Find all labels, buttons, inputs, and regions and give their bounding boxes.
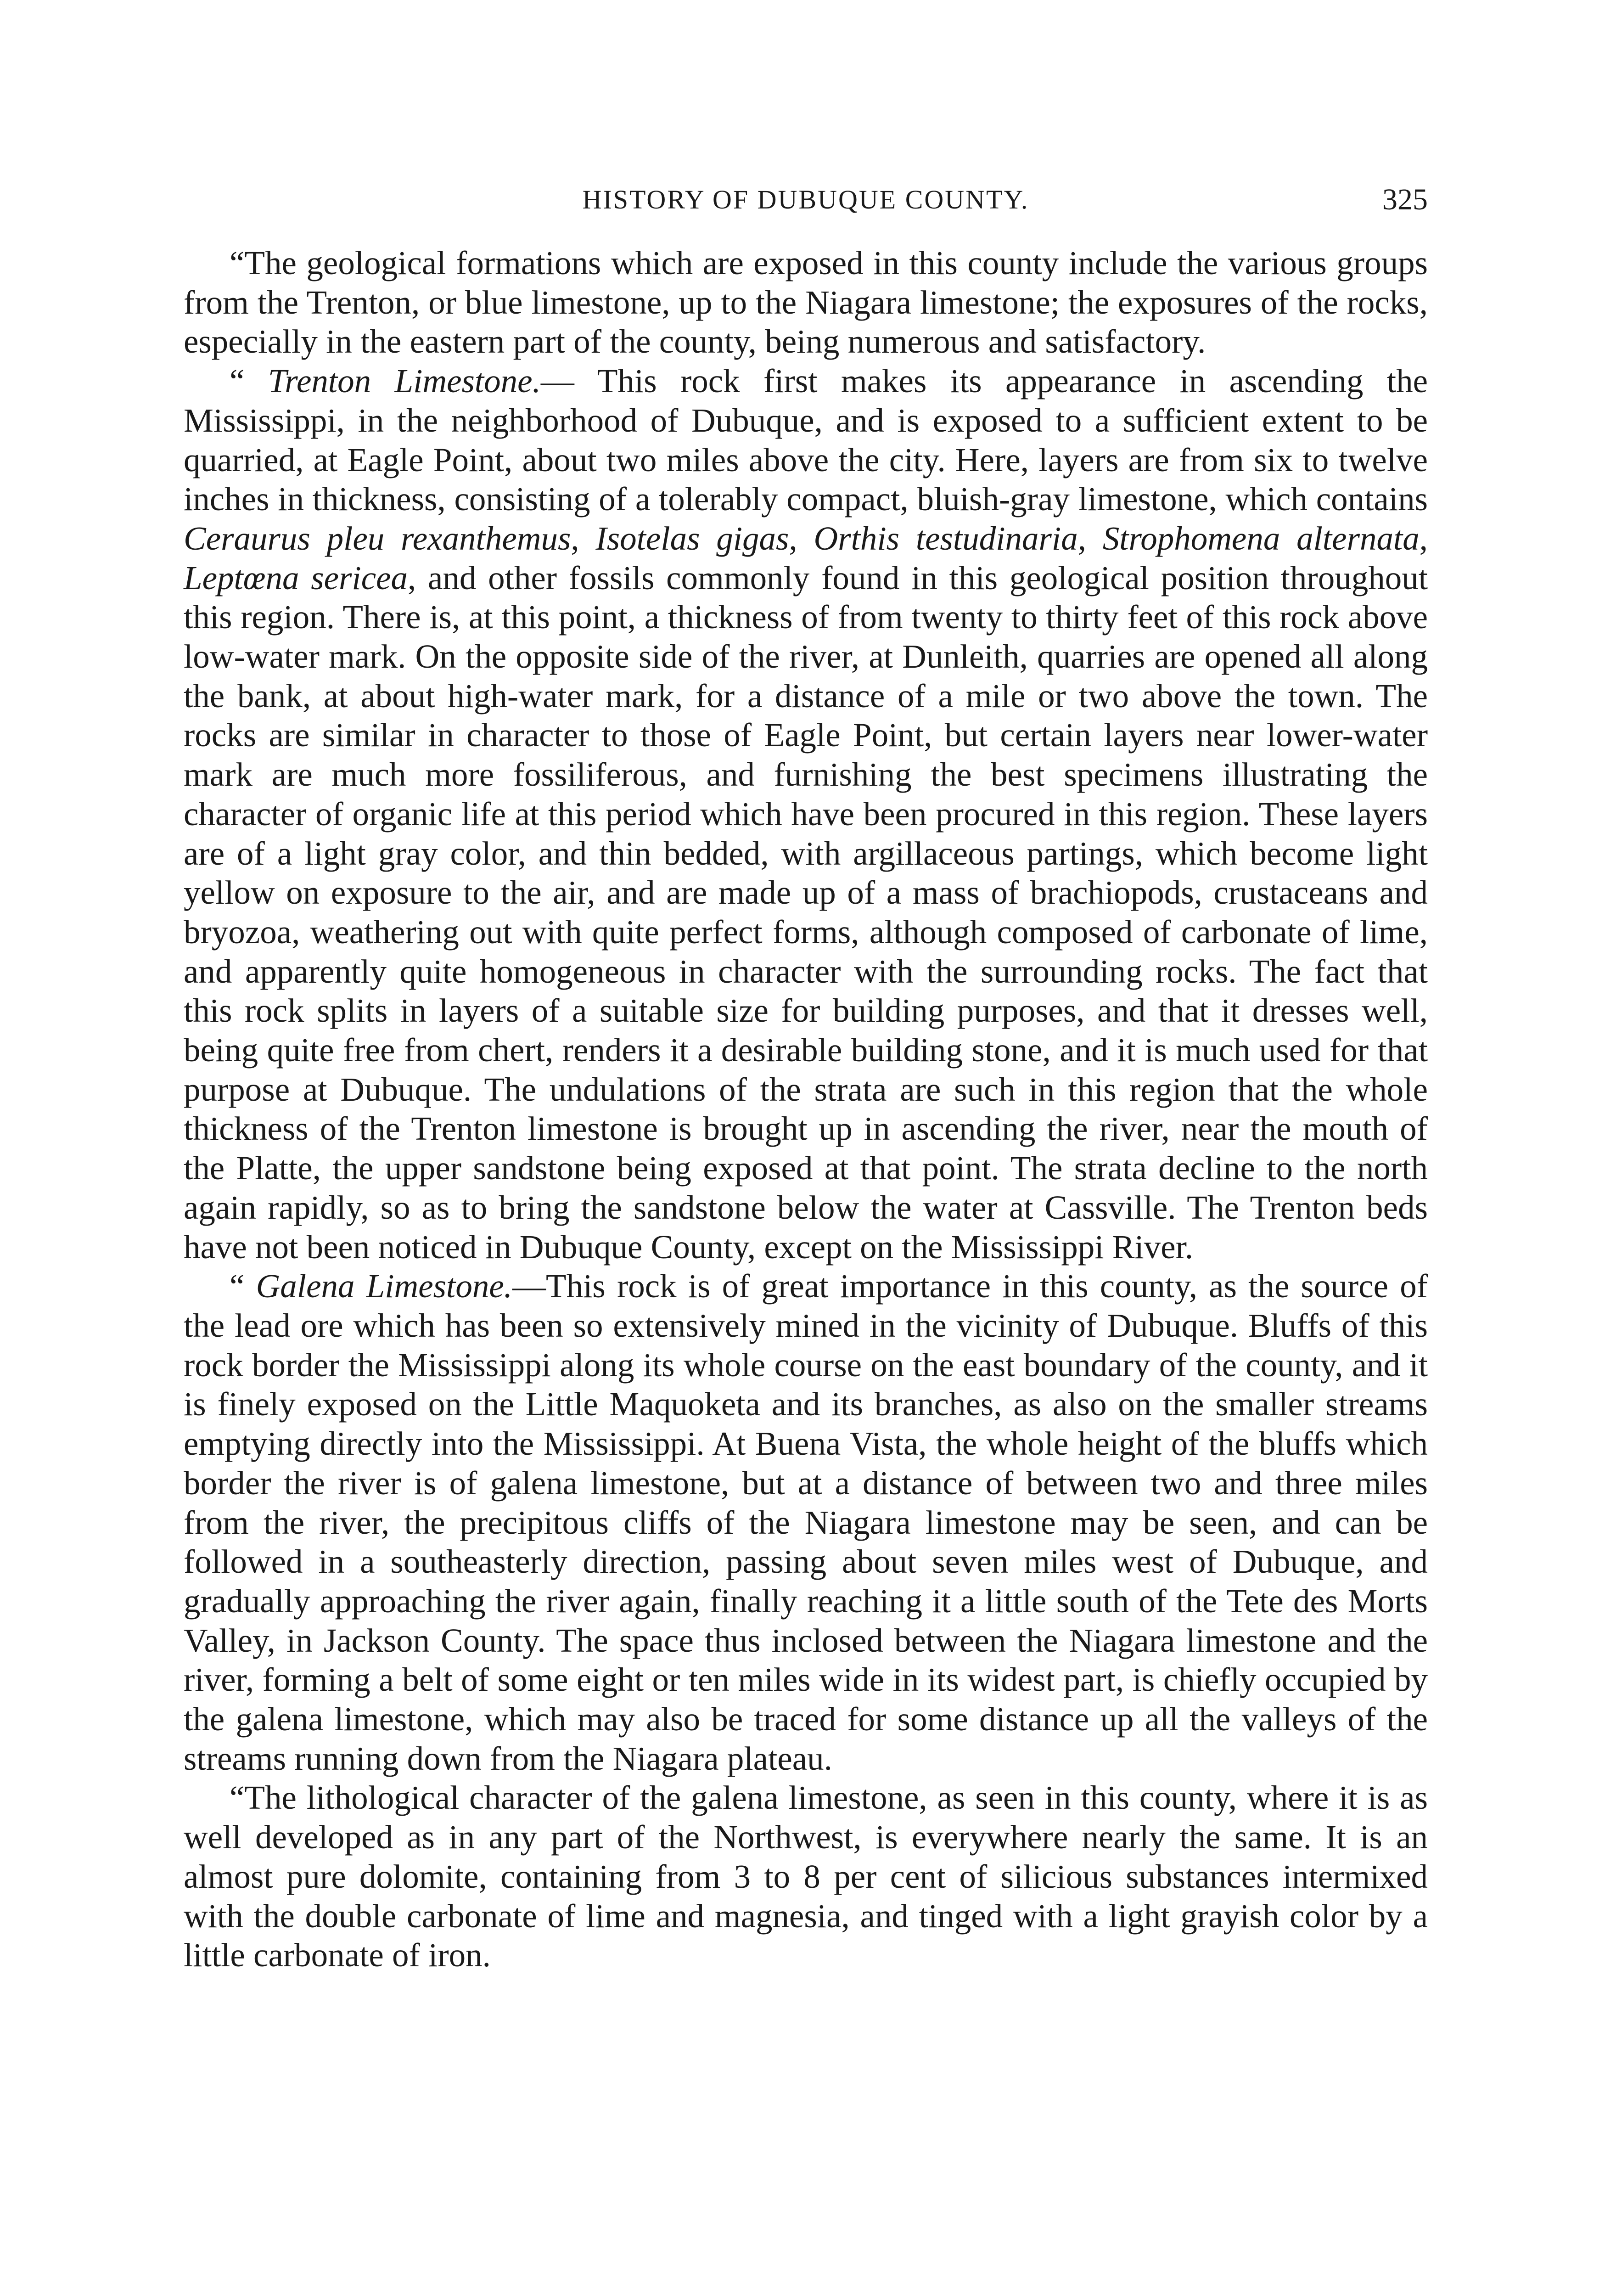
paragraph-lithological-text: “The lithological character of the galena limestone, as seen in this county, where it is as well developed as in any part of the Northwest, is everywhere nearly the same. It is an almost pure dolomite, containing from 3 to 8 per cent of silicious substances intermixed with the double carbonate of lime and magnesia, and tinged with a light grayish color by a little carbonate of iron. bbox=[184, 1779, 1428, 1974]
paragraph-lithological-character bbox=[184, 1778, 1428, 1975]
species-name: Leptœna sericea bbox=[184, 559, 408, 597]
paragraph-text: , bbox=[1077, 519, 1103, 557]
species-name: Strophomena alternata bbox=[1102, 519, 1420, 557]
running-title: HISTORY OF DUBUQUE COUNTY. bbox=[582, 185, 1029, 214]
species-name: Ceraurus pleu rexanthemus bbox=[184, 519, 571, 557]
paragraph-text: —This rock is of great importance in this county, as the source of the lead ore which has been so extensively mined in the vicinity of Dubuque. Bluffs of this rock border the Mississippi along its whole course on the east boundary of the county, and it is finely exposed on the Little Maquoketa and its branches, as also on the smaller streams emptying directly into the Mississippi. At Buena Vista, the whole height of the bluffs which border the river is of galena limestone, but at a distance of between two and three miles from the river, the precipitous cliffs of the Niagara limestone may be seen, and can be followed in a southeasterly direction, passing about seven miles west of Dubuque, and gradually approaching the river again, finally reaching it a little south of the Tete des Morts Valley, in Jackson County. The space thus inclosed between the Niagara limestone and the river, forming a belt of some eight or ten miles wide in its widest part, is chiefly occupied by the galena limestone, which may also be traced for some distance up all the valleys of the streams running down from the Niagara plateau. bbox=[184, 1267, 1428, 1777]
section-heading-galena: Galena Limestone. bbox=[256, 1267, 512, 1305]
paragraph-text: , bbox=[571, 519, 596, 557]
paragraph-text: , bbox=[1419, 519, 1428, 557]
paragraph-text: , bbox=[789, 519, 814, 557]
paragraph-text: , and other fossils commonly found in this geological position throughout this region. There is, at this point, a thickness of from twenty to thirty feet of this rock above low-water mark. On the opposite side of the river, at Dunleith, quarries are opened all along the bank, at about high-water mark, for a distance of a mile or two above the town. The rocks are similar in character to those of Eagle Point, but certain layers near lower-water mark are much more fossiliferous, and furnishing the best specimens illustrating the character of organic life at this period which have been procured in this region. These layers are of a light gray color, and thin bedded, with argillaceous partings, which become light yellow on exposure to the air, and are made up of a mass of brachiopods, crustaceans and bryozoa, weathering out with quite perfect forms, although composed of carbonate of lime, and apparently quite homogeneous in character with the surrounding rocks. The fact that this rock splits in layers of a suitable size for building purposes, and that it dresses well, being quite free from chert, renders it a desirable building stone, and it is much used for that purpose at Dubuque. The undulations of the strata are such in this region that the whole thickness of the Trenton limestone is brought up in ascending the river, near the mouth of the Platte, the upper sandstone being exposed at that point. The strata decline to the north again rapidly, so as to bring the sandstone below the water at Cassville. The Trenton beds have not been noticed in Dubuque County, except on the Mississippi River. bbox=[184, 559, 1428, 1266]
paragraph-intro bbox=[184, 243, 1428, 361]
open-quote: “ bbox=[230, 362, 268, 400]
species-name: Isotelas gigas bbox=[595, 519, 789, 557]
paragraph-trenton-limestone bbox=[184, 361, 1428, 1266]
page-header bbox=[184, 181, 1428, 218]
paragraph-galena-limestone bbox=[184, 1266, 1428, 1778]
open-quote: “ bbox=[230, 1267, 256, 1305]
page-number: 325 bbox=[1382, 183, 1428, 216]
body-text bbox=[184, 243, 1428, 1975]
section-heading-trenton: Trenton Limestone. bbox=[268, 362, 541, 400]
paragraph-intro-text: “The geological formations which are exposed in this county include the various groups from the Trenton, or blue limestone, up to the Niagara limestone; the exposures of the rocks, especially in the eastern part of the county, being numerous and satisfactory. bbox=[184, 244, 1428, 360]
paragraph-text: — This rock first makes its appearance in ascending the Mississippi, in the neighborhood of Dubuque, and is exposed to a sufficient extent to be quarried, at Eagle Point, about two miles above the city. Here, layers are from six to twelve inches in thickness, consisting of a tolerably compact, bluish-gray limestone, which contains bbox=[184, 362, 1428, 518]
species-name: Orthis testudinaria bbox=[814, 519, 1078, 557]
